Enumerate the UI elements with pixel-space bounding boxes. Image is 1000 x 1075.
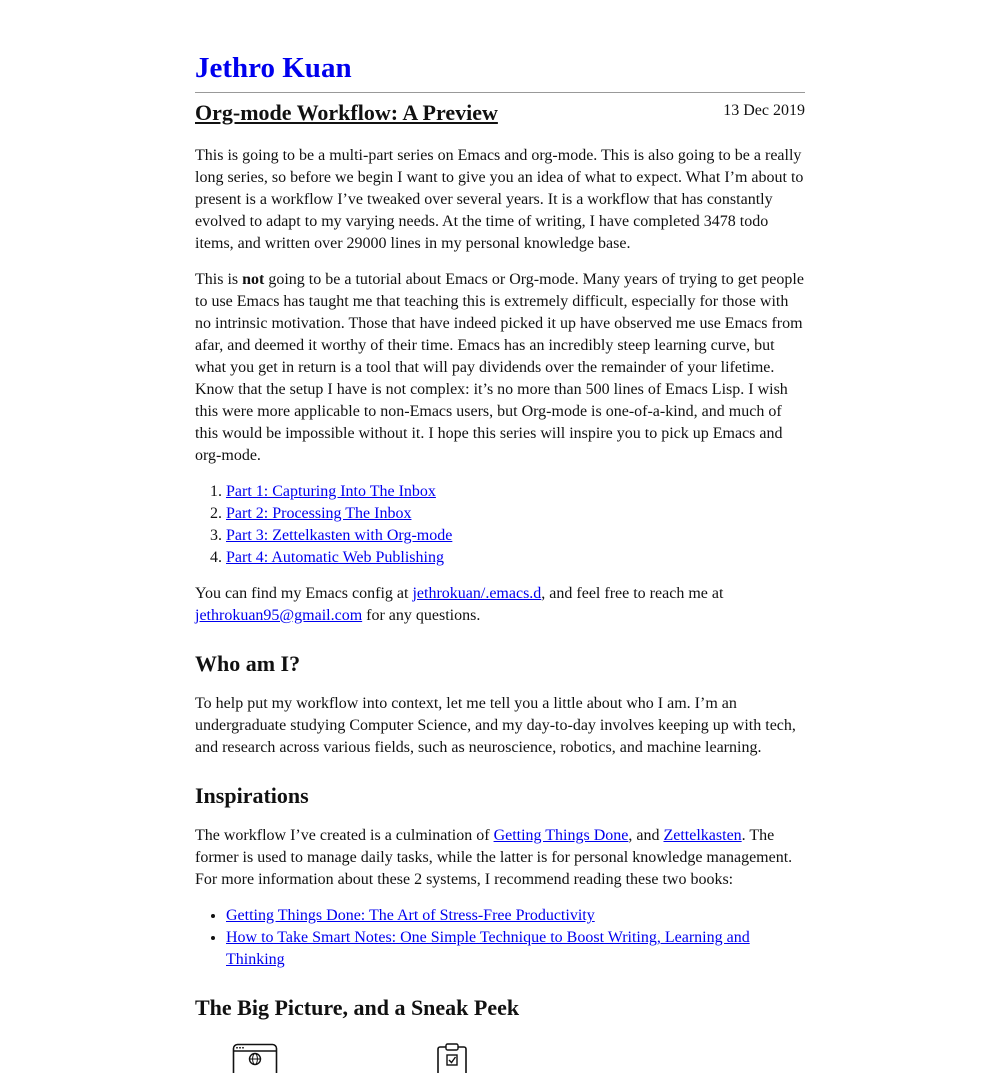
config-paragraph (195, 583, 805, 627)
part-1-link[interactable]: Part 1: Capturing Into The Inbox (226, 483, 436, 500)
emacs-config-link[interactable]: jethrokuan/.emacs.d (412, 585, 542, 602)
not-para-before: This is (195, 271, 243, 288)
gtd-link[interactable]: Getting Things Done (493, 827, 629, 844)
parts-list (195, 481, 805, 569)
gtd-book-link[interactable]: Getting Things Done: The Art of Stress-Free Productivity (226, 907, 595, 924)
list-item (226, 547, 805, 569)
list-item (226, 525, 805, 547)
inspirations-heading: Inspirations (195, 783, 309, 808)
clipboard-check-icon (435, 1043, 469, 1073)
config-before: You can find my Emacs config at (195, 585, 413, 602)
page (195, 48, 805, 1075)
inspirations-paragraph (195, 825, 805, 891)
intro-paragraph: This is going to be a multi-part series on Emacs and org-mode. This is also going to be a really long series, so before we begin I want to give you an idea of what to expect. What I’m about to present is a workflow I’ve tweaked over several years. It is a workflow that has constantly evolved to adapt to my varying needs. At the time of writing, I have completed 3478 todo items, and written over 29000 lines in my personal knowledge base. (195, 147, 804, 252)
list-item (226, 503, 805, 525)
post-header (195, 99, 805, 131)
header-divider (195, 92, 805, 93)
part-2-link[interactable]: Part 2: Processing The Inbox (226, 505, 412, 522)
part-4-link[interactable]: Part 4: Automatic Web Publishing (226, 549, 444, 566)
big-picture-heading: The Big Picture, and a Sneak Peek (195, 995, 520, 1020)
who-heading: Who am I? (195, 651, 301, 676)
list-item (226, 927, 805, 971)
list-item (226, 905, 805, 927)
email-link[interactable]: jethrokuan95@gmail.com (195, 607, 363, 624)
not-tutorial-paragraph (195, 269, 805, 467)
insp-middle: , and (628, 827, 664, 844)
zettelkasten-link[interactable]: Zettelkasten (663, 827, 742, 844)
post-date: 13 Dec 2019 (723, 102, 805, 119)
browser-globe-icon (232, 1043, 278, 1073)
insp-before: The workflow I’ve created is a culmination of (195, 827, 494, 844)
site-title-link[interactable]: Jethro Kuan (195, 52, 352, 84)
books-list (195, 905, 805, 971)
who-paragraph: To help put my workflow into context, let me tell you a little about who I am. I’m an undergraduate studying Computer Science, and my day-to-day involves keeping up with tech, and research across various fields, such as neuroscience, robotics, and machine learning. (195, 695, 796, 756)
part-3-link[interactable]: Part 3: Zettelkasten with Org-mode (226, 527, 453, 544)
post-title: Org-mode Workflow: A Preview (195, 100, 498, 125)
diagram-preview (195, 1035, 805, 1075)
not-para-after: going to be a tutorial about Emacs or Org-mode. Many years of trying to get people to use Emacs has taught me that teaching this is extremely difficult, especially for those with no intrinsic motivation. Those that have indeed picked it up have observed me use Emacs from afar, and deemed it worthy of their time. Emacs has an incredibly steep learning curve, but what you get in return is a tool that will pay dividends over the remainder of your lifetime. Know that the setup I have is not complex: it’s no more than 500 lines of Emacs Lisp. I wish this were more applicable to non-Emacs users, but Org-mode is one-of-a-kind, and much of this would be impossible without it. I hope this series will inspire you to pick up Emacs and org-mode. (195, 271, 804, 464)
config-middle: , and feel free to reach me at (541, 585, 724, 602)
not-emphasis: not (242, 271, 265, 288)
smart-notes-book-link[interactable]: How to Take Smart Notes: One Simple Technique to Boost Writing, Learning and Thinking (226, 929, 750, 968)
list-item (226, 481, 805, 503)
config-after: for any questions. (362, 607, 481, 624)
insp-after: . The former is used to manage daily tasks, while the latter is for personal knowledge management. For more information about these 2 systems, I recommend reading these two books: (195, 827, 793, 888)
